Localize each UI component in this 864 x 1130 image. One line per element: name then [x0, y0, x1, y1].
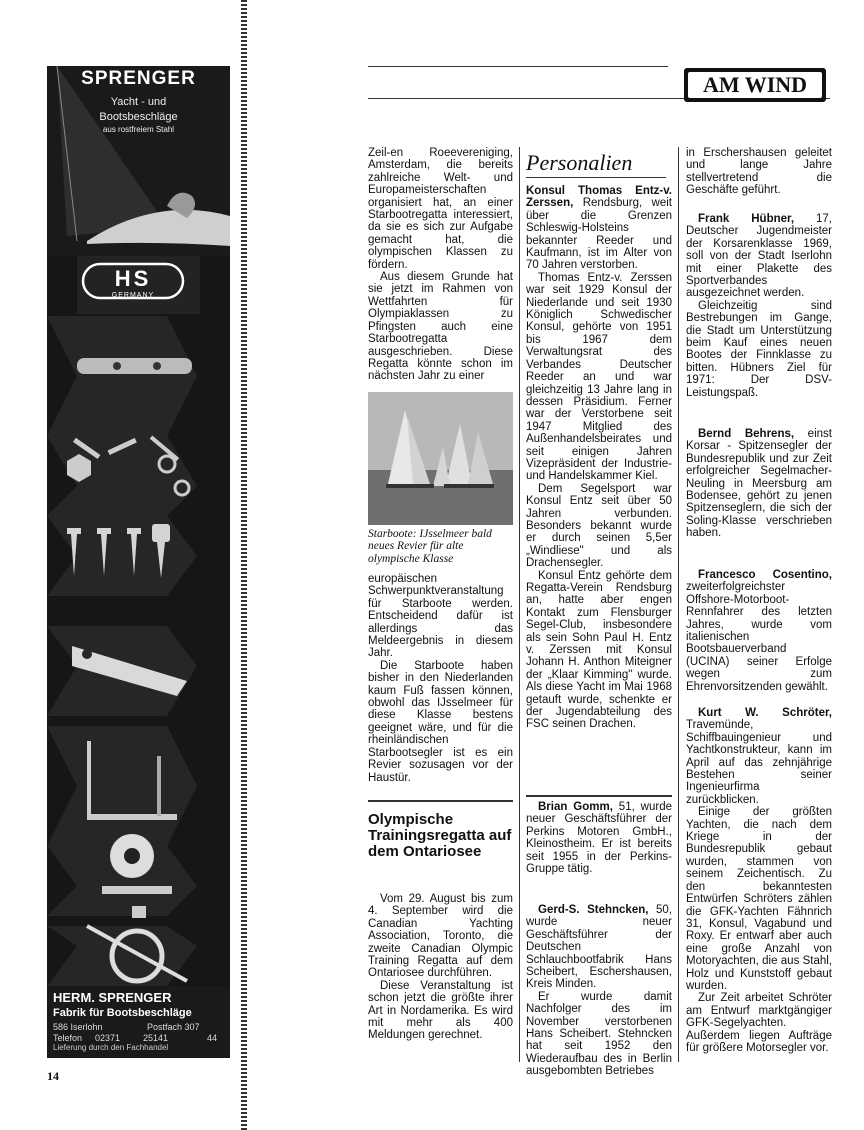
ad-footer-phone-ext: 44 — [207, 1033, 218, 1043]
sprenger-advertisement — [47, 66, 230, 986]
ad-footer-tagline: Fabrik für Bootsbeschläge — [53, 1007, 192, 1019]
entry-stehncken — [526, 904, 672, 991]
person-name: Kurt W. Schröter, — [698, 707, 832, 719]
person-name: Bernd Behrens, — [698, 428, 795, 440]
entry-schroeter — [686, 707, 832, 806]
article-ontariosee — [368, 893, 513, 1042]
entry-gomm — [526, 801, 672, 875]
entry-paragraph: Thomas Entz-v. Zerssen war seit 1929 Konsul der Niederlande und seit 1930 Königlich Schwedischer Konsul, gehörte von 1951 bis 1967 dem Verwaltungsrat des Verbandes Deutscher Reeder an und war gleichzeitig 13 Jahre lang in dessen Präsidium. Ferner war der Verstorbene seit 1947 Mitglied des Außenhandelsbeirates und seit einigen Jahren Vizepräsident der Industrie- und Handelskammer Kiel. — [526, 271, 672, 483]
article-paragraph: Aus diesem Grunde hat sie jetzt im Rahmen von Wettfahrten für Olympiaklassen zu Pfingsten auch eine Starbootregatta ausgeschrieben. Diese Regatta könnte schon im nächsten Jahr zu einer — [368, 271, 513, 383]
personalien-gomm — [526, 801, 672, 875]
person-name: Konsul Thomas Entz-v. Zerssen, — [526, 185, 672, 210]
person-name: Francesco Cosentino, — [698, 569, 832, 581]
person-name: Frank Hübner, — [698, 213, 795, 225]
photo-caption: Starboote: IJsselmeer bald neues Revier für alte olympische Klasse — [368, 528, 492, 565]
ad-tagline-2: Bootsbeschläge — [99, 111, 178, 123]
ad-footer-phone-num: 25141 — [143, 1033, 169, 1043]
entry-paragraph: Er wurde damit Nachfolger des im November verstorbenen Hans Scheibert. Stehncken hat seit 1952 den Wiederaufbau des in Berlin ausgebombten Betriebes — [526, 990, 672, 1078]
section-logo — [684, 68, 826, 102]
ad-footer-city: 586 Iserlohn — [53, 1022, 103, 1032]
article-starboote-top — [368, 147, 513, 383]
section-logo-text: AM WIND — [688, 72, 822, 98]
hs-logo-sub: GERMANY — [111, 292, 155, 299]
article-paragraph: Zeil-en Roeevereniging, Amsterdam, die bereits zahlreiche Welt- und Europameisterschaften organisiert hat, an einer Starbootregatta interessiert, da sie es sich zur Aufgabe gemacht hat, die olympischen Klassen zu fördern. — [368, 147, 513, 271]
article-paragraph: Vom 29. August bis zum 4. September wird die Canadian Yachting Association, Toronto, die zweite Canadian Olympic Training Regatta auf dem Ontariosee durchführen. — [368, 893, 513, 980]
entry-paragraph: Dem Segelsport war Konsul Entz seit über 50 Jahren verbunden. Besonders bekannt wurde er durch seinen 5,5er „Windliese" und als Drachensegler. — [526, 482, 672, 570]
personalien-stehncken — [526, 904, 672, 1078]
entry-text: 17, Deutscher Jugendmeister der Korsarenklasse 1969, soll von der Stadt Iserlohn mit einer Plakette des Sportverbandes ausgezeichnet werden. — [686, 213, 833, 300]
entry-text: einst Korsar - Spitzensegler der Bundesrepublik und zur Zeit erfolgreicher Segelmacher-Neuling in Meersburg am Bodensee, gehört zu jenen Spitzenseglern, die sich der Soling-Klasse verschrieben haben. — [686, 428, 832, 540]
section-title: Personalien — [526, 150, 633, 175]
personalien-column-3a — [686, 147, 832, 197]
ad-footer-note: Lieferung durch den Fachhandel — [53, 1043, 169, 1052]
entry-text: Rendsburg, weit über die Grenzen Schleswig-Holsteins bekannter Reeder und Kaufmann, ist im Alter von 70 Jahren verstorben. — [526, 197, 672, 272]
entry-text: 51, wurde neuer Geschäftsführer der Perkins Motoren GmbH., Kleinostheim. Er ist bereits seit 1955 in der Perkins-Gruppe tätig. — [526, 801, 672, 876]
sailing-illustration — [47, 66, 230, 986]
personalien-huebner — [686, 213, 832, 399]
entry-cosentino — [686, 569, 832, 693]
article-paragraph: europäischen Schwerpunktveranstaltung für Starboote werden. Entscheidend dafür ist allerdings das Meldeergebnis in diesem Jahr. — [368, 573, 513, 660]
article-heading: Olympische Trainingsregatta auf dem Ontariosee — [368, 811, 512, 860]
column-rule — [678, 147, 679, 1062]
ad-tagline-3: aus rostfreiem Stahl — [102, 125, 175, 134]
header-rule — [368, 66, 668, 67]
ad-footer-company: HERM. SPRENGER — [53, 990, 172, 1005]
article-paragraph: Diese Veranstaltung ist schon jetzt die größte ihrer Art in Nordamerika. Es wird mit mehr als 400 Meldungen gerechnet. — [368, 979, 513, 1042]
entry-paragraph: Gleichzeitig sind Bestrebungen im Gange, die Stadt um Unterstützung beim Kauf eines neuen Bootes der Finnklasse zu bitten. Hübners Ziel für 1971: Der DSV-Leistungspaß. — [686, 299, 832, 399]
ad-footer-phone-area: 02371 — [95, 1033, 121, 1043]
personalien-schroeter — [686, 707, 832, 1054]
ad-tagline-1: Yacht - und — [110, 96, 167, 108]
column-rule — [519, 147, 520, 1062]
ad-footer-phone-label: Telefon — [53, 1033, 83, 1043]
starboats-photo — [368, 392, 513, 525]
entry-paragraph: Zur Zeit arbeitet Schröter am Entwurf marktgängiger GFK-Segelyachten. Außerdem liegen Aufträge für größere Motorsegler vor. — [686, 992, 832, 1054]
article-paragraph: Die Starboote haben bisher in den Niederlanden kaum Fuß fassen können, obwohl das IJsselmeer für diese Klasse bestens geeignet wäre, und für die rheinländischen Starbootsegler ist es ein Revier sozusagen vor der Haustür. — [368, 659, 513, 784]
entry-text: zweiterfolgreichster Offshore-Motorboot-Rennfahrer des letzten Jahres, wurde vom italienischen Bootsbauerverband (UCINA) seiner Erfolge wegen zum Ehrenvorsitzenden gewählt. — [686, 581, 832, 693]
entry-divider — [526, 795, 672, 797]
personalien-cosentino — [686, 569, 832, 693]
ad-footer — [47, 986, 230, 1058]
entry-entz — [526, 185, 672, 272]
ad-brand: SPRENGER — [81, 68, 196, 89]
entry-paragraph: Konsul Entz gehörte dem Regatta-Verein Rendsburg an, hatte aber engen Kontakt zum Flensburger Segel-Club, insbesondere als sein Sohn Paul H. Entz v. Zerssen mit Konsul Johann H. Anthon Miteigner der „Klaar Kimming" wurde. Als diese Yacht im Mai 1968 getauft wurde, schenkte er der Jugendabteilung des FSC seinen Drachen. — [526, 569, 672, 731]
article-divider — [368, 800, 513, 802]
section-title-rule — [526, 177, 666, 178]
entry-paragraph: Einige der größten Yachten, die nach dem Kriege in der Bundesrepublik gebaut wurden, stammen von seinem Zeichentisch. Zu den bekanntesten Entwürfen Schröters zählen die GFK-Yachten Fähnrich 31, Konsul, Vagabund und Roxy. Er entwarf aber auch eine große Anzahl von Motoryachten, die aus Stahl, Holz und Kunststoff gebaut wurden. — [686, 806, 832, 992]
binding-edge — [241, 0, 247, 1130]
personalien-column-2 — [526, 185, 672, 731]
hs-logo: HS — [114, 266, 152, 291]
personalien-behrens — [686, 428, 832, 540]
entry-text: Travemünde, Schiffbauingenieur und Yachtkonstrukteur, kann im April auf das zehnjährige Bestehen seiner Ingenieurfirma zurückblicken. — [686, 719, 832, 806]
entry-huebner — [686, 213, 832, 300]
entry-behrens — [686, 428, 832, 540]
article-starboote-bottom — [368, 573, 513, 784]
person-name: Gerd-S. Stehncken, — [538, 904, 649, 916]
entry-text: 50, wurde neuer Geschäftsführer der Deutschen Schlauchbootfabrik Hans Scheibert, Eschershausen, Kreis Minden. — [526, 904, 672, 991]
entry-paragraph: in Erschershausen geleitet und lange Jahre stellvertretend die Geschäfte geführt. — [686, 147, 832, 197]
ad-footer-postfach: Postfach 307 — [147, 1022, 200, 1032]
page-number: 14 — [47, 1069, 59, 1083]
person-name: Brian Gomm, — [538, 801, 613, 813]
